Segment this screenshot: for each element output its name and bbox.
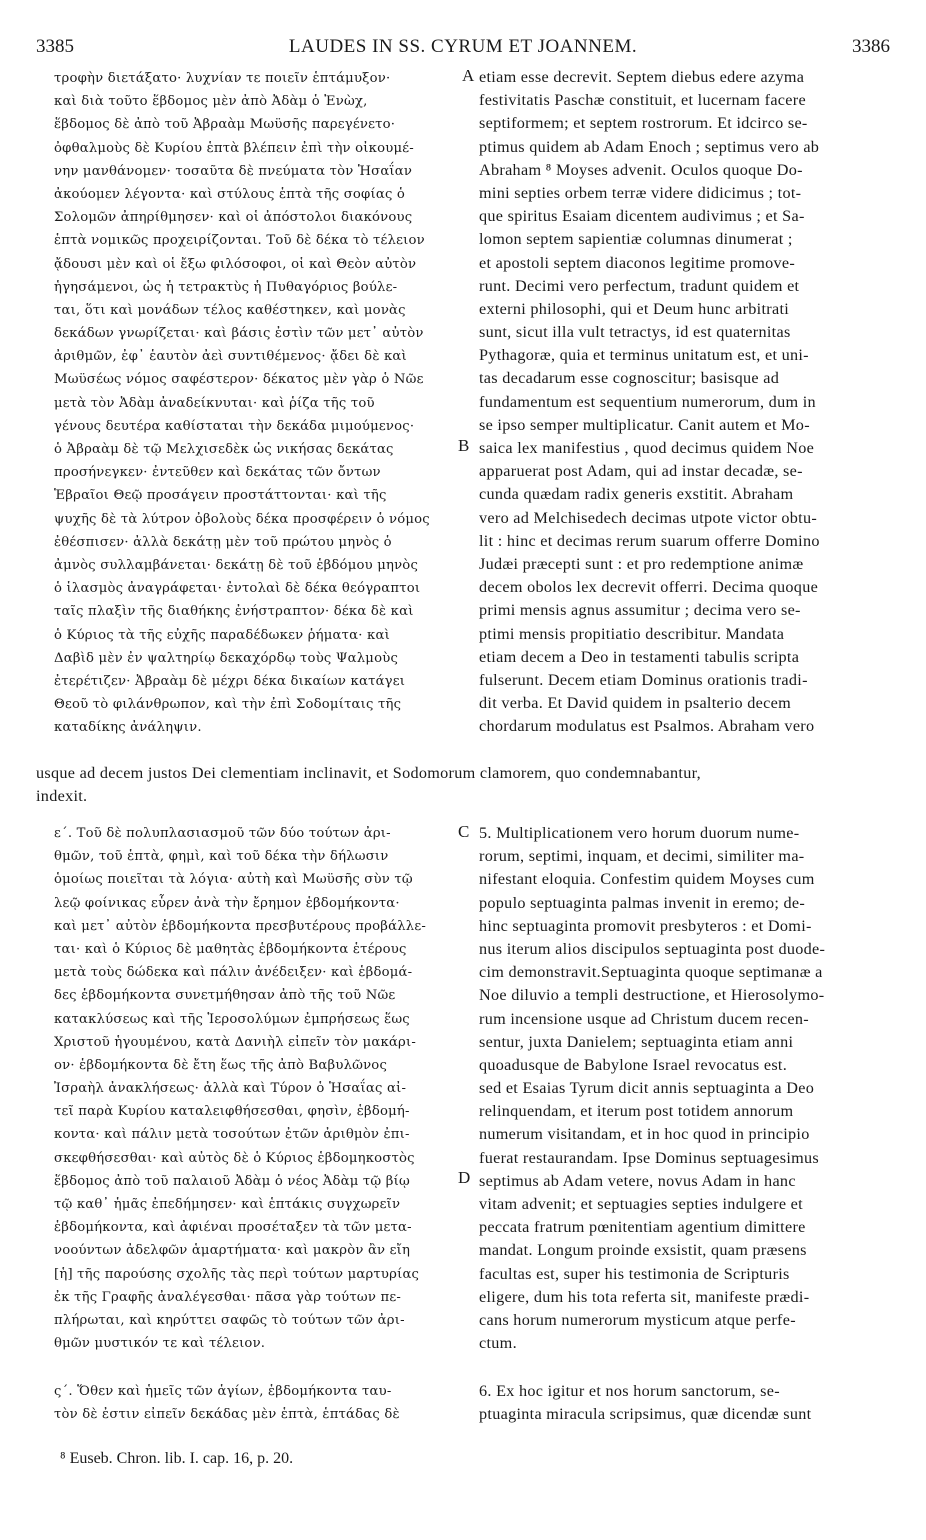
text-line: peccata fratrum pœnitentiam agentium dimittere <box>479 1218 806 1237</box>
text-line: lomon septem sapientiæ columnas dinumerat ; <box>479 230 793 249</box>
text-line: Judæi præcepti sunt : et pro redemptione animæ <box>479 554 804 573</box>
text-line: cim demonstravit.Septuaginta quoque septimanæ a <box>479 963 823 982</box>
text-line: ᾄδουσι μὲν καὶ οἱ ἔξω φιλόσοφοι, οἱ καὶ Θεὸν αὐτὸν <box>54 256 417 272</box>
running-header <box>36 36 890 62</box>
text-line: ptuaginta miracula scripsimus, quæ dicendæ sunt <box>479 1405 812 1424</box>
text-line: ἐτερέτιζεν· Ἀβραὰμ δὲ μέχρι δέκα δικαίων κατάγει <box>54 673 406 689</box>
text-line: Noe diluvio a templi destructione, et Hierosolymo- <box>479 986 825 1005</box>
text-line: ἐθέσπισεν· ἀλλὰ δεκάτῃ μὲν τοῦ πρώτου μηνὸς ὁ <box>54 534 392 550</box>
text-line: Χριστοῦ ἡγουμένου, κατὰ Δανιὴλ εἰπεῖν τὸν μακάρι- <box>54 1034 416 1050</box>
text-line: ἐκ τῆς Γραφῆς ἀναλέγεσθαι· πᾶσα γὰρ τούτων πε- <box>54 1289 402 1305</box>
text-line: que spiritus Esaiam dicentem audivimus ; et Sa- <box>479 207 805 226</box>
text-line: ἀμνὸς συλλαμβάνεται· δεκάτῃ δὲ τοῦ ἑβδόμου μηνὸς <box>54 557 419 573</box>
text-line: καταδίκης ἀνάληψιν. <box>54 720 202 736</box>
text-line: ται, ὅτι καὶ μονάδων τέλος καθέστηκεν, καὶ μονὰς <box>54 302 406 318</box>
text-line: ε´. Τοῦ δὲ πολυπλασιασμοῦ τῶν δύο τούτων ἀρι- <box>54 826 391 841</box>
text-line: μετὰ τὸν Ἀδὰμ ἀναδείκνυται· καὶ ῥίζα τῆς τοῦ <box>54 395 375 411</box>
text-line: Abraham ⁸ Moyses advenit. Oculos quoque Do- <box>479 160 803 179</box>
text-line: nus iterum alios discipulos septuaginta post duode- <box>479 939 826 958</box>
text-line: τὸν δὲ ἐστιν εἰπεῖν δεκάδας μὲν ἑπτὰ, ἑπτάδας δὲ <box>54 1407 400 1423</box>
footnote: ⁸ Euseb. Chron. lib. I. cap. 16, p. 20. <box>60 1450 294 1467</box>
text-line: ἕβδομος ἀπὸ τοῦ παλαιοῦ Ἀδὰμ ὁ νέος Ἀδὰμ τῷ βίῳ <box>54 1173 410 1189</box>
text-line: θμῶν μυστικόν τε καὶ τέλειον. <box>54 1336 266 1352</box>
text-line: ὁμοίως ποιεῖται τὰ λόγια· αὐτὴ καὶ Μωϋσῆς σὺν τῷ <box>54 872 413 888</box>
text-line: Ἑβραῖοι Θεῷ προσάγειν προστάττονται· καὶ τῆς <box>54 488 387 504</box>
text-line: ὀφθαλμοὺς δὲ Κυρίου ἑπτὰ βλέπειν ἐπὶ τὴν οἰκουμέ- <box>54 140 414 156</box>
text-line: ς´. Ὅθεν καὶ ἡμεῖς τῶν ἁγίων, ἑβδομήκοντα ταυ- <box>54 1384 392 1399</box>
latin-column-section-6 <box>479 1380 891 1426</box>
text-line: septimus ab Adam vetere, novus Adam in hanc <box>479 1171 796 1190</box>
text-line: se ipso semper multiplicatur. Canit autem et Mo- <box>479 415 810 434</box>
text-line: ἀκούομεν λέγοντα· καὶ στύλους ἑπτὰ τῆς σοφίας ὁ <box>54 186 406 202</box>
greek-column-section-5 <box>54 822 462 1355</box>
text-line: ptimus quidem ab Adam Enoch ; septimus vero ab <box>479 137 820 156</box>
text-line: κατακλύσεως καὶ τῆς Ἱεροσολύμων ἐμπρήσεως ἕως <box>54 1011 410 1027</box>
text-line: ται· καὶ ὁ Κύριος δὲ μαθητὰς ἑβδομήκοντα ἑτέρους <box>54 941 407 957</box>
section-marker-c: C <box>458 822 470 841</box>
text-line: δες ἑβδομήκοντα συνετμήθησαν ἀπὸ τῆς τοῦ Νῶε <box>54 988 396 1004</box>
section-marker-b: B <box>458 436 470 455</box>
text-line: ἀριθμῶν, ἐφ᾽ ἑαυτὸν ἀεὶ συντιθέμενος· ᾄδει δὲ καὶ <box>54 349 407 365</box>
text-line: δεκάδων γνωρίζεται· καὶ βάσις ἐστὶν τῶν μετ᾽ αὐτὸν <box>54 326 424 342</box>
greek-column-section-6 <box>54 1380 462 1426</box>
text-line: cunda quædam radix generis exstitit. Abraham <box>479 485 794 504</box>
greek-column-top <box>54 67 462 739</box>
text-line: ἑπτὰ νομικῶς προχειρίζονται. Τοῦ δὲ δέκα τὸ τέλειον <box>54 233 425 249</box>
text-line: τροφὴν διετάξατο· λυχνίαν τε ποιεῖν ἑπτάμυξον· <box>54 71 391 86</box>
text-line: νην μανθάνομεν· τοσαῦτα δὲ πνεύματα τὸν Ἡσαΐαν <box>54 163 413 179</box>
text-line: dit verba. Et David quidem in psalterio decem <box>479 694 791 713</box>
page-number-right: 3386 <box>852 36 890 57</box>
text-line: θμῶν, τοῦ ἑπτὰ, φημὶ, καὶ τοῦ δέκα τὴν δήλωσιν <box>54 849 389 865</box>
text-line: ἕβδομος δὲ ἀπὸ τοῦ Ἀβραὰμ Μωϋσῆς παρεγένετο· <box>54 117 396 133</box>
text-line: 6. Ex hoc igitur et nos horum sanctorum, se- <box>479 1382 780 1400</box>
text-line: populo septuaginta palmas invenit in eremo; de- <box>479 893 806 912</box>
text-line: Σολομῶν ἀπηρίθμησεν· καὶ οἱ ἀπόστολοι διακόνους <box>54 210 413 226</box>
latin-fullwidth-continuation <box>36 762 892 808</box>
text-line: καὶ διὰ τοῦτο ἕβδομος μὲν ἀπὸ Ἀδὰμ ὁ Ἐνὼχ, <box>54 94 368 110</box>
text-line: decem obolos lex decrevit offerri. Decima quoque <box>479 578 819 597</box>
text-line: μετὰ τοὺς δώδεκα καὶ πάλιν ἀνέδειξεν· καὶ ἑβδομά- <box>54 965 413 981</box>
text-line: runt. Decimi vero perfectum, tradunt quidem et <box>479 276 800 295</box>
text-line: fuerat restaurandam. Ipse Dominus septuagesimus <box>479 1148 820 1167</box>
text-line: primi mensis agnus assumitur ; decima vero se- <box>479 601 801 620</box>
text-line: festivitatis Paschæ constituit, et lucernam facere <box>479 91 806 110</box>
text-line: τῷ καθ᾽ ἡμᾶς ἐπεδήμησεν· καὶ ἑπτάκις συγχωρεῖν <box>54 1197 401 1212</box>
text-line: chordarum modulatus est Psalmos. Abraham vero <box>479 717 815 736</box>
text-line: 5. Multiplicationem vero horum duorum nume- <box>479 824 800 842</box>
text-line: facultas est, super his testimonia de Scripturis <box>479 1264 790 1283</box>
text-line: externi philosophi, qui et Deum hunc arbitrati <box>479 299 790 318</box>
text-line: eligere, dum his tota referta sit, manifeste prædi- <box>479 1287 810 1306</box>
text-line: quoadusque de Babylone Israel revocatus est. <box>479 1055 788 1074</box>
page-number-left: 3385 <box>36 36 74 57</box>
text-line: Pythagoræ, quia et terminus unitatum est, et uni- <box>479 346 809 365</box>
text-line: mini septies orbem terræ videre didicimus ; tot- <box>479 183 802 202</box>
text-line: fundamentum est sequentium numerorum, dum in <box>479 392 816 411</box>
section-marker-d: D <box>458 1168 471 1187</box>
text-line: rorum, septimi, inquam, et decimi, similiter ma- <box>479 847 805 866</box>
text-line: sed et Esaias Tyrum dicit annis septuaginta a Deo <box>479 1079 815 1098</box>
text-line: saica lex manifestius , quod decimus quidem Noe <box>479 439 815 457</box>
text-line: lit : hinc et decimas rerum suarum offerre Domino <box>479 531 820 550</box>
section-marker-a: A <box>462 66 475 85</box>
text-line: mandat. Longum proinde exsistit, quam præsens <box>479 1241 807 1260</box>
text-line: vero ad Melchisedech decimas utpote victor obtu- <box>479 508 818 527</box>
text-line: tas decadarum esse cognoscitur; basisque ad <box>479 369 780 388</box>
text-line: usque ad decem justos Dei clementiam inclinavit, et Sodomorum clamorem, quo condemnabantur, <box>36 764 701 782</box>
text-line: καὶ μετ᾽ αὐτὸν ἑβδομήκοντα πρεσβυτέρους προβάλλε- <box>54 918 427 934</box>
text-line: nifestant eloquia. Confestim quidem Moyses cum <box>479 870 815 889</box>
text-line: sentur, juxta Danielem; septuaginta etiam anni <box>479 1032 794 1051</box>
text-line: ὁ Ἀβραὰμ δὲ τῷ Μελχισεδὲκ ὡς νικήσας δεκάτας <box>54 442 394 457</box>
latin-column-top <box>479 66 891 738</box>
text-line: κοντα· καὶ πάλιν μετὰ τοσούτων ἐτῶν ἀριθμὸν ἐπι- <box>54 1127 410 1143</box>
text-line: τεῖ παρὰ Κυρίου καταλειφθήσεσθαι, φησὶν, ἑβδομή- <box>54 1104 410 1120</box>
text-line: ον· ἑβδομήκοντα δὲ ἔτη ἕως τῆς ἀπὸ Βαβυλῶνος <box>54 1057 388 1073</box>
text-line: σκεφθήσεσθαι· καὶ αὐτὸς δὲ ὁ Κύριος ἑβδομηκοστὸς <box>54 1150 415 1166</box>
text-line: hinc septuaginta promovit presbyteros : et Domi- <box>479 916 812 935</box>
text-line: ptimi mensis propitiatio describitur. Mandata <box>479 624 785 643</box>
text-line: Ἰσραὴλ ἀνακλήσεως· ἀλλὰ καὶ Τύρον ὁ Ἡσαΐας αἰ- <box>54 1081 407 1097</box>
text-line: cans horum numerorum mysticum atque perfe- <box>479 1310 796 1329</box>
text-line: Μωϋσέως νόμος σαφέστερον· δέκατος μὲν γὰρ ὁ Νῶε <box>54 372 424 388</box>
text-line: νοούντων ἀδελφῶν ἁμαρτήματα· καὶ μακρὸν ἂν εἴη <box>54 1243 411 1259</box>
text-line: vitam advenit; et septuagies septies indulgere et <box>479 1195 803 1213</box>
text-line: ταῖς πλαξὶν τῆς διαθήκης ἐνήστραπτον· δέκα δὲ καὶ <box>54 604 414 620</box>
text-line: fulserunt. Decem etiam Dominus orationis tradi- <box>479 670 808 689</box>
text-line: προσήνεγκεν· ἐντεῦθεν καὶ δεκάτας τῶν ὄντων <box>54 465 381 481</box>
text-line: ψυχῆς δὲ τὰ λύτρον ὀβολοὺς δέκα προσφέρειν ὁ νόμος <box>54 511 430 527</box>
text-line: Θεοῦ τὸ φιλάνθρωπον, καὶ τὴν ἐπὶ Σοδομίταις τῆς <box>54 697 402 713</box>
text-line: etiam decem a Deo in testamenti tabulis scripta <box>479 647 800 666</box>
text-line: relinquendam, et iterum post totidem annorum <box>479 1102 794 1121</box>
text-line: ὁ ἱλασμὸς ἀναγράφεται· ἐντολαὶ δὲ δέκα θεόγραπτοι <box>54 581 421 597</box>
text-line: λεῷ φοίνικας εὗρεν ἀνὰ τὴν ἔρημον ἑβδομήκοντα· <box>54 895 400 911</box>
text-line: ἡγησάμενοι, ὡς ἡ τετρακτὺς ἡ Πυθαγόριος βούλε- <box>54 279 398 295</box>
text-line: apparuerat post Adam, qui ad instar decadæ, se- <box>479 462 803 481</box>
text-line: ὁ Κύριος τὰ τῆς εὐχῆς παραδέδωκεν ῥήματα· καὶ <box>54 627 390 643</box>
text-line: γένους δευτέρα καθίσταται τὴν δεκάδα μιμούμενος· <box>54 418 415 434</box>
text-line: πλήρωται, καὶ κηρύττει σαφῶς τὸ τούτων τῶν ἀρι- <box>54 1312 405 1328</box>
text-line: ἑβδομήκοντα, καὶ ἀφιέναι προσέταξεν τὰ τῶν μετα- <box>54 1220 412 1236</box>
latin-column-section-5 <box>479 822 891 1355</box>
text-line: Δαβὶδ μὲν ἐν ψαλτηρίῳ δεκαχόρδῳ τοὺς Ψαλμοὺς <box>54 650 399 666</box>
text-line: ctum. <box>479 1334 517 1353</box>
text-line: [ἡ] τῆς παρούσης σχολῆς τὰς περὶ τούτων μαρτυρίας <box>54 1266 420 1282</box>
text-line: etiam esse decrevit. Septem diebus edere azyma <box>479 68 805 86</box>
text-line: sunt, sicut illa vult tetractys, id est quaternitas <box>479 323 791 342</box>
text-line: et apostoli septem diaconos legitime promove- <box>479 253 796 272</box>
text-line: rum incensione usque ad Christum ducem recen- <box>479 1009 809 1028</box>
text-line: numerum visitandam, et in hoc quod in principio <box>479 1125 810 1144</box>
text-line: indexit. <box>36 787 88 806</box>
running-title: LAUDES IN SS. CYRUM ET JOANNEM. <box>288 36 638 57</box>
text-line: septiformem; et septem rostrorum. Et idcirco se- <box>479 114 808 133</box>
